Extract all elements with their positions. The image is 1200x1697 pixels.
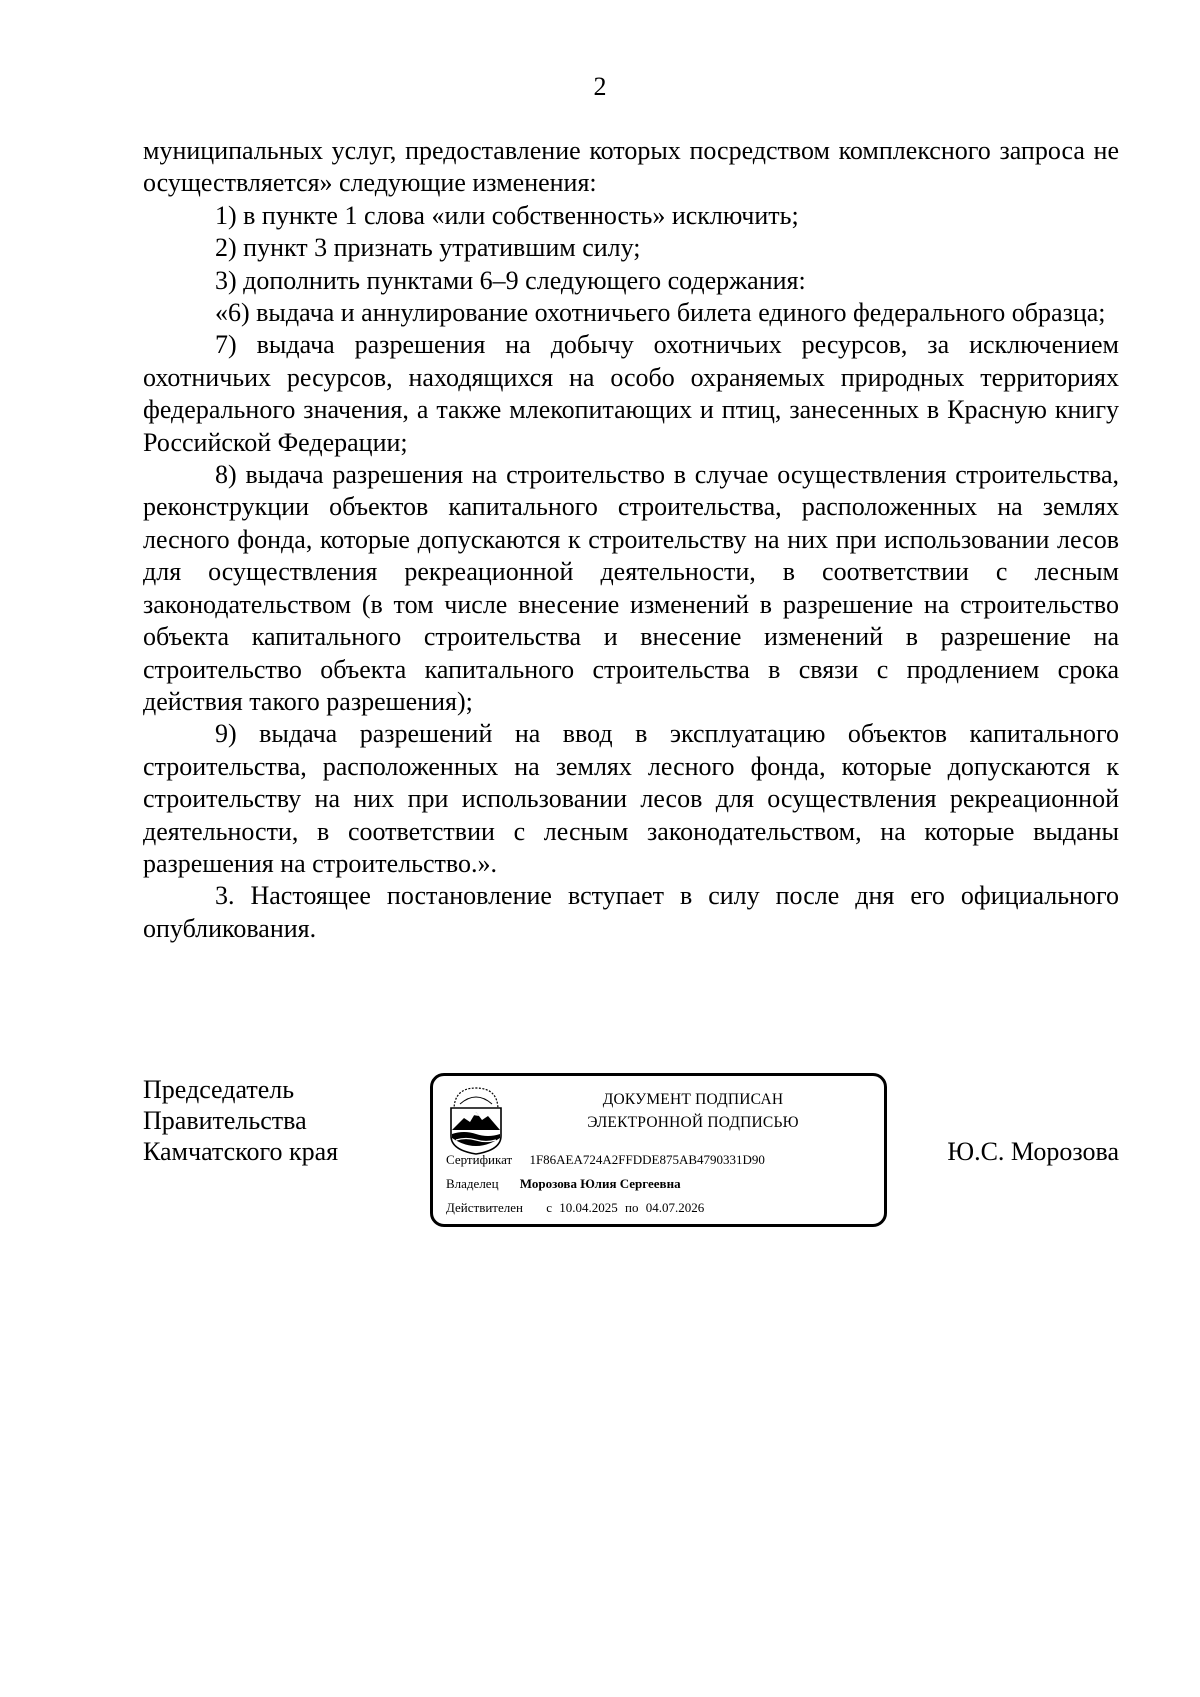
validity-row: [446, 1200, 704, 1216]
valid-from-prefix: с: [546, 1200, 552, 1215]
paragraph: 3) дополнить пунктами 6–9 следующего содержания:: [215, 265, 806, 295]
electronic-signature-stamp: [430, 1073, 887, 1227]
signatory-position-line: Правительства: [143, 1106, 307, 1135]
owner-value: Морозова Юлия Сергеевна: [519, 1176, 681, 1191]
stamp-header-line: ЭЛЕКТРОННОЙ ПОДПИСЬЮ: [587, 1114, 799, 1131]
certificate-row: [446, 1152, 765, 1168]
owner-label: Владелец: [446, 1176, 499, 1191]
paragraph: 2) пункт 3 признать утратившим силу;: [215, 233, 641, 263]
paragraph: 7) выдача разрешения на добычу охотничьих ресурсов, за исключением охотничьих ресурсов, находящихся на особо охраняемых природных территориях федерального значения, а также млекопитающих и птиц, занесенных в Красную книгу Российской Федерации;: [143, 330, 1119, 457]
certificate-label: Сертификат: [446, 1152, 513, 1167]
page-number: 2: [593, 72, 607, 101]
paragraph: 9) выдача разрешений на ввод в эксплуатацию объектов капитального строительства, расположенных на землях лесного фонда, которые допускаются к строительству на них при использовании лесов для осуществления рекреационной деятельности, в соответствии с лесным законодательством, на которые выданы разрешения на строительство.».: [143, 719, 1119, 878]
valid-from-date: 10.04.2025: [559, 1200, 618, 1215]
stamp-header: [543, 1088, 843, 1134]
valid-to-prefix: по: [625, 1200, 639, 1215]
paragraph: «6) выдача и аннулирование охотничьего билета единого федерального образца;: [215, 298, 1106, 328]
signatory-name: Ю.С. Морозова: [947, 1137, 1119, 1166]
paragraph: муниципальных услуг, предоставление которых посредством комплексного запроса не осуществляется» следующие изменения:: [143, 136, 1119, 198]
document-body: [143, 135, 1119, 945]
valid-to-date: 04.07.2026: [645, 1200, 705, 1215]
signatory-position-line: Председатель: [143, 1075, 295, 1104]
owner-row: [446, 1176, 681, 1192]
valid-label: Действителен: [446, 1200, 523, 1215]
signatory-position: [143, 1074, 338, 1167]
signatory-position-line: Камчатского края: [143, 1137, 339, 1166]
paragraph: 3. Настоящее постановление вступает в силу после дня его официального опубликования.: [143, 881, 1119, 943]
stamp-header-line: ДОКУМЕНТ ПОДПИСАН: [602, 1091, 784, 1108]
paragraph: 1) в пункте 1 слова «или собственность» исключить;: [215, 200, 799, 230]
kamchatka-coat-of-arms-icon: [446, 1084, 506, 1156]
paragraph: 8) выдача разрешения на строительство в случае осуществления строительства, реконструкции объектов капитального строительства, расположенных на землях лесного фонда, которые допускаются к строительству на них при использовании лесов для осуществления рекреационной деятельности, в соответствии с лесным законодательством (в том числе внесение изменений в разрешение на строительство объекта капитального строительства и внесение изменений в разрешение на строительство объекта капитального строительства в связи с продлением срока действия такого разрешения);: [143, 460, 1119, 716]
certificate-value: 1F86AEA724A2FFDDE875AB4790331D90: [529, 1152, 765, 1167]
